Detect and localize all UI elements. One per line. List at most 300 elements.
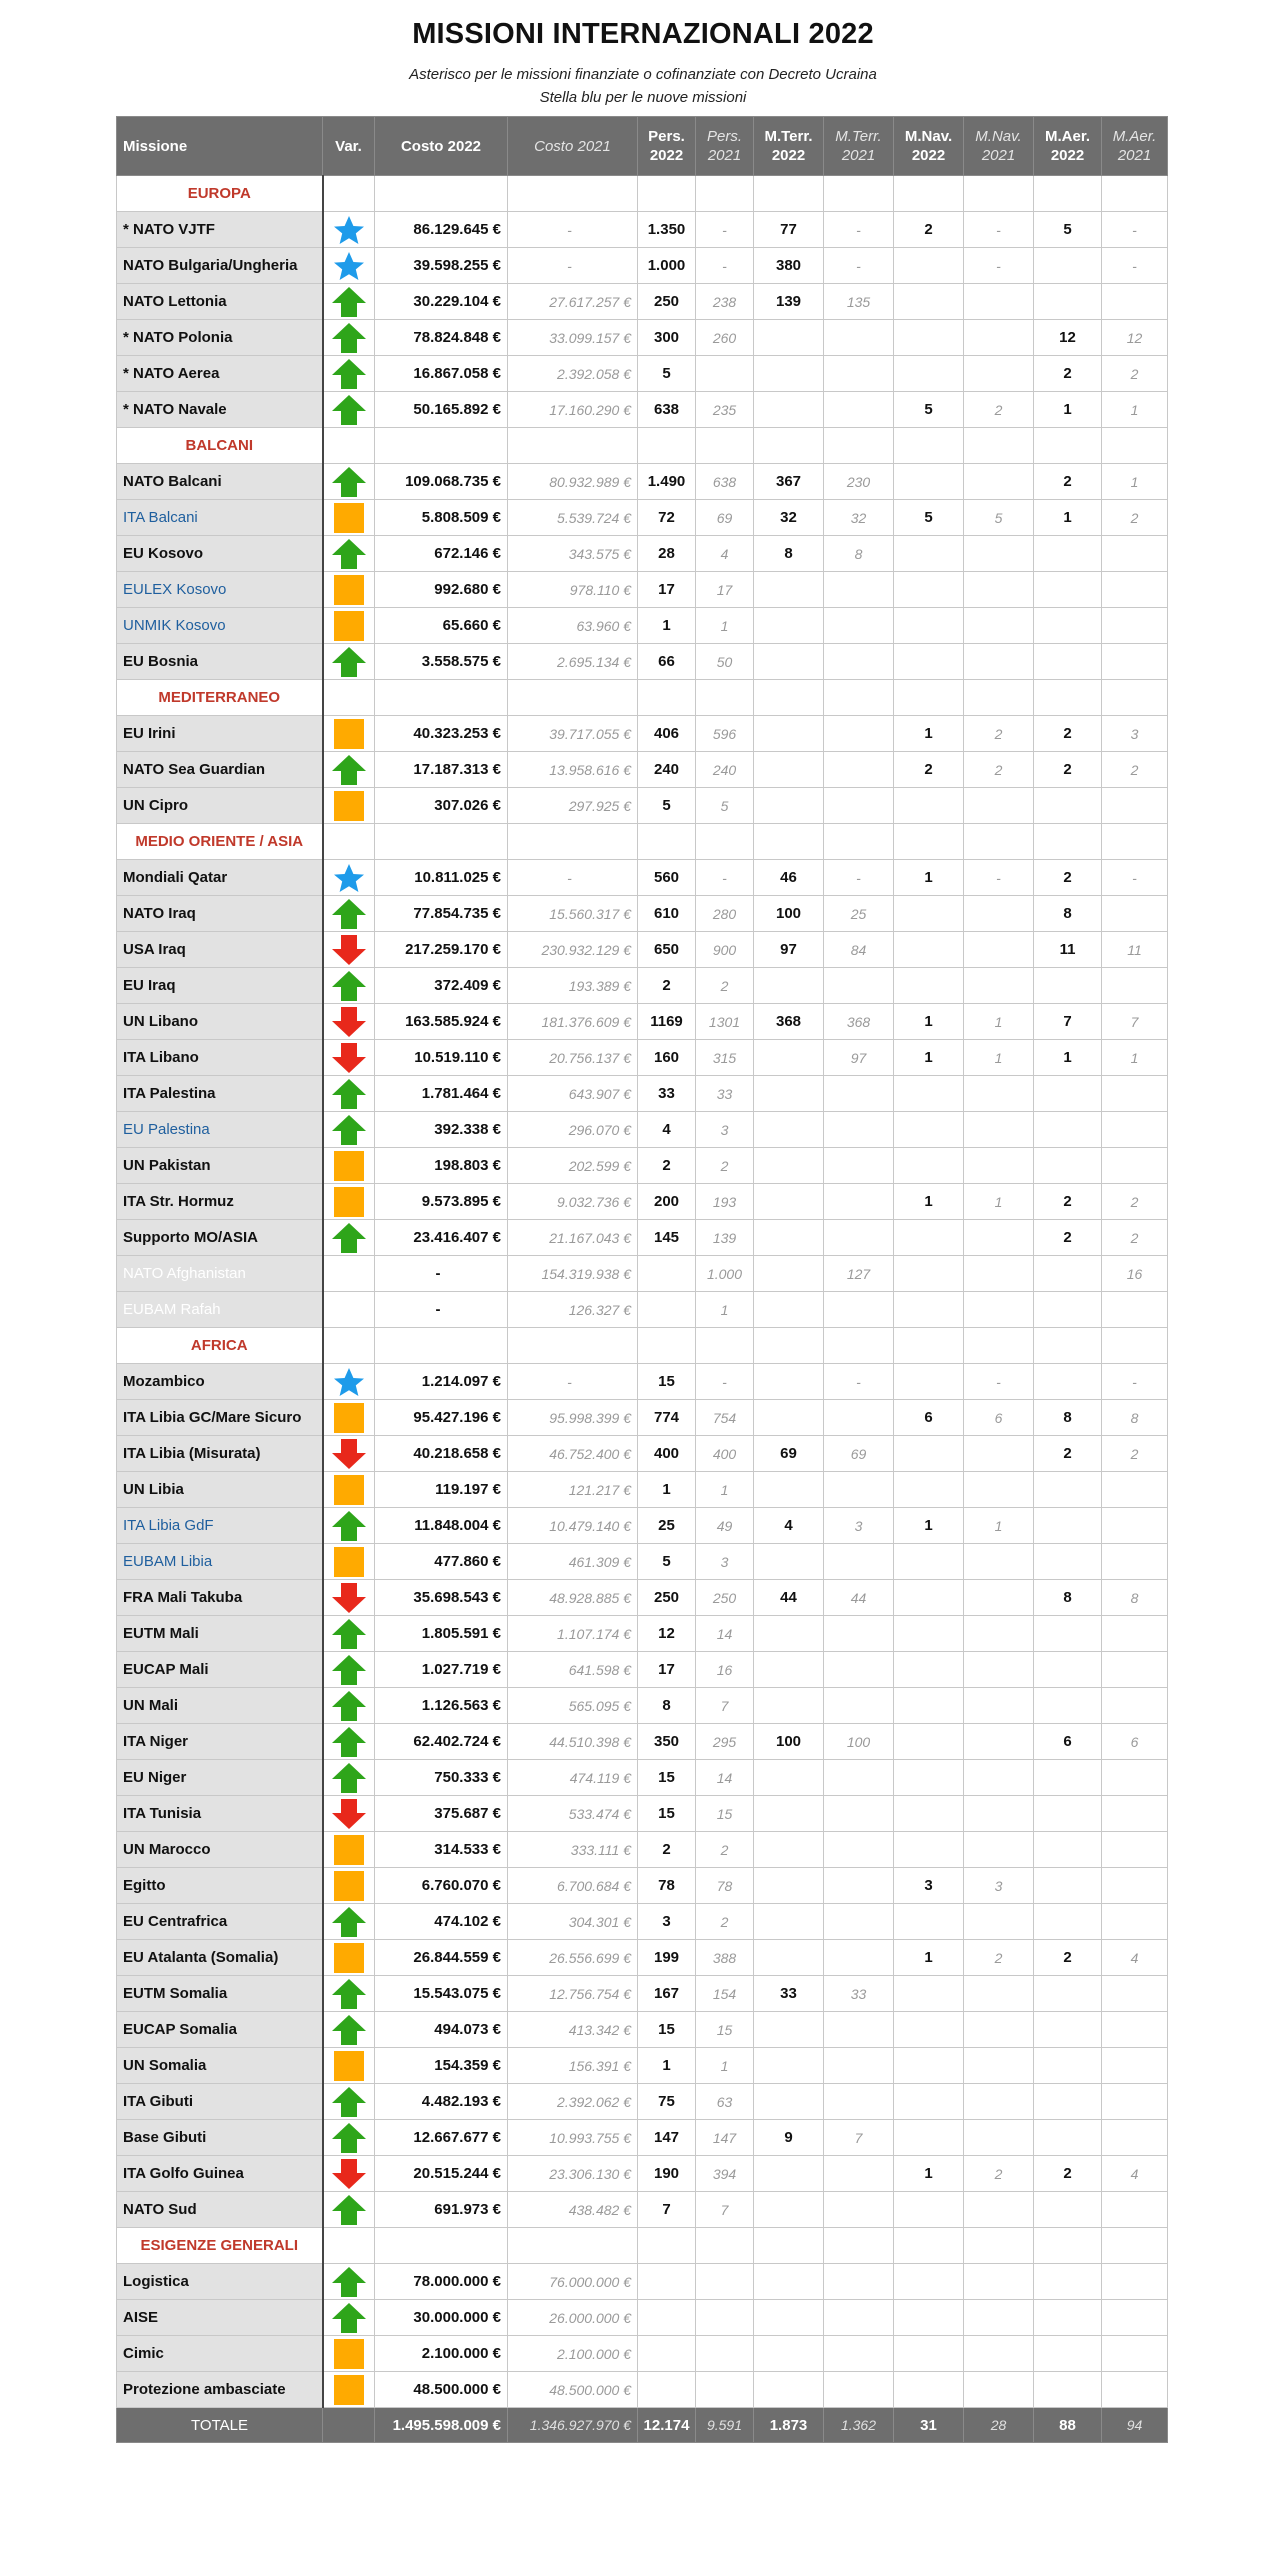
mterr-2022-cell — [754, 2156, 824, 2192]
section-spacer — [964, 680, 1034, 716]
maer-2022-cell — [1034, 2300, 1102, 2336]
square-icon — [331, 1186, 367, 1218]
mterr-2021-cell — [824, 1292, 894, 1328]
mission-name: NATO Bulgaria/Ungheria — [117, 248, 323, 284]
mterr-2021-cell — [824, 644, 894, 680]
cost-2022-cell: 23.416.407 € — [375, 1220, 508, 1256]
cost-2022-cell: 1.126.563 € — [375, 1688, 508, 1724]
pers-2022-cell: 5 — [638, 788, 696, 824]
section-spacer — [754, 1328, 824, 1364]
variation-cell — [323, 500, 375, 536]
mnav-2022-cell — [894, 1760, 964, 1796]
variation-cell — [323, 1148, 375, 1184]
maer-2021-cell: 2 — [1102, 500, 1168, 536]
table-row — [117, 1508, 1168, 1544]
mterr-2022-cell — [754, 2336, 824, 2372]
mission-name: UN Cipro — [117, 788, 323, 824]
mnav-2022-cell — [894, 1220, 964, 1256]
section-spacer — [754, 176, 824, 212]
mterr-2021-cell — [824, 1472, 894, 1508]
variation-cell — [323, 1940, 375, 1976]
maer-2022-cell — [1034, 2084, 1102, 2120]
arrow-up-icon — [331, 970, 367, 1002]
cost-2021-cell: 27.617.257 € — [508, 284, 638, 320]
mnav-2021-cell: - — [964, 860, 1034, 896]
cost-2022-cell: 65.660 € — [375, 608, 508, 644]
variation-cell — [323, 2084, 375, 2120]
cost-2021-cell: 9.032.736 € — [508, 1184, 638, 1220]
variation-cell — [323, 284, 375, 320]
table-row — [117, 860, 1168, 896]
section-spacer — [1102, 1328, 1168, 1364]
maer-2022-cell — [1034, 1652, 1102, 1688]
mterr-2021-cell — [824, 2264, 894, 2300]
pers-2021-cell: 250 — [696, 1580, 754, 1616]
col-header-mnav-2021: M.Nav. 2021 — [964, 117, 1034, 176]
missions-table — [116, 116, 1168, 2443]
table-row — [117, 320, 1168, 356]
variation-cell — [323, 1256, 375, 1292]
mterr-2022-cell: 4 — [754, 1508, 824, 1544]
maer-2022-cell — [1034, 968, 1102, 1004]
mission-name: NATO Lettonia — [117, 284, 323, 320]
variation-cell — [323, 572, 375, 608]
mission-name: * NATO Navale — [117, 392, 323, 428]
table-row — [117, 1076, 1168, 1112]
table-row — [117, 1652, 1168, 1688]
mnav-2022-cell: 1 — [894, 2156, 964, 2192]
mnav-2022-cell — [894, 2048, 964, 2084]
mterr-2021-cell — [824, 2048, 894, 2084]
arrow-up-icon — [331, 2302, 367, 2334]
mterr-2022-cell — [754, 1688, 824, 1724]
pers-2022-cell: 28 — [638, 536, 696, 572]
col-header-maer-2022: M.Aer. 2022 — [1034, 117, 1102, 176]
maer-2022-cell: 2 — [1034, 860, 1102, 896]
mission-name: NATO Iraq — [117, 896, 323, 932]
section-spacer — [696, 2228, 754, 2264]
mterr-2022-cell — [754, 1292, 824, 1328]
mterr-2022-cell — [754, 572, 824, 608]
pers-2021-cell: 17 — [696, 572, 754, 608]
maer-2022-cell: 8 — [1034, 1580, 1102, 1616]
mnav-2022-cell — [894, 1364, 964, 1400]
cost-2021-cell: 26.556.699 € — [508, 1940, 638, 1976]
mnav-2021-cell — [964, 1076, 1034, 1112]
table-row — [117, 932, 1168, 968]
mterr-2022-cell: 32 — [754, 500, 824, 536]
maer-2021-cell: 2 — [1102, 1184, 1168, 1220]
mterr-2021-cell — [824, 716, 894, 752]
mterr-2021-cell: - — [824, 212, 894, 248]
mterr-2021-cell: - — [824, 1364, 894, 1400]
mnav-2021-cell: 1 — [964, 1004, 1034, 1040]
mission-name: NATO Balcani — [117, 464, 323, 500]
maer-2022-cell — [1034, 2336, 1102, 2372]
cost-2022-cell: 119.197 € — [375, 1472, 508, 1508]
mnav-2021-cell: - — [964, 212, 1034, 248]
maer-2022-cell — [1034, 1688, 1102, 1724]
maer-2022-cell: 8 — [1034, 896, 1102, 932]
mission-name: ITA Libia (Misurata) — [117, 1436, 323, 1472]
cost-2021-cell: 44.510.398 € — [508, 1724, 638, 1760]
pers-2022-cell: 72 — [638, 500, 696, 536]
mterr-2022-cell — [754, 1148, 824, 1184]
pers-2022-cell: 78 — [638, 1868, 696, 1904]
pers-2022-cell: 1 — [638, 2048, 696, 2084]
pers-2021-cell: 63 — [696, 2084, 754, 2120]
mnav-2021-cell — [964, 356, 1034, 392]
maer-2021-cell: - — [1102, 860, 1168, 896]
mission-name: UN Mali — [117, 1688, 323, 1724]
pers-2022-cell: 406 — [638, 716, 696, 752]
maer-2022-cell: 7 — [1034, 1004, 1102, 1040]
square-icon — [331, 2338, 367, 2370]
mterr-2021-cell: - — [824, 248, 894, 284]
maer-2021-cell — [1102, 2372, 1168, 2408]
variation-cell — [323, 896, 375, 932]
square-icon — [331, 502, 367, 534]
total-pers-2022: 12.174 — [638, 2408, 696, 2443]
mnav-2022-cell: 1 — [894, 1508, 964, 1544]
mission-name: Protezione ambasciate — [117, 2372, 323, 2408]
maer-2021-cell — [1102, 1832, 1168, 1868]
pers-2021-cell: 50 — [696, 644, 754, 680]
pers-2022-cell: 167 — [638, 1976, 696, 2012]
pers-2022-cell — [638, 2300, 696, 2336]
mterr-2021-cell — [824, 1616, 894, 1652]
col-header-costo-2021: Costo 2021 — [508, 117, 638, 176]
total-var-empty — [323, 2408, 375, 2443]
col-header-costo-2022: Costo 2022 — [375, 117, 508, 176]
mnav-2021-cell — [964, 1976, 1034, 2012]
section-spacer — [1034, 176, 1102, 212]
section-spacer — [1102, 428, 1168, 464]
mterr-2021-cell: 69 — [824, 1436, 894, 1472]
maer-2022-cell — [1034, 248, 1102, 284]
maer-2022-cell — [1034, 1508, 1102, 1544]
mterr-2022-cell: 8 — [754, 536, 824, 572]
mnav-2022-cell — [894, 2264, 964, 2300]
cost-2022-cell: 78.000.000 € — [375, 2264, 508, 2300]
mterr-2021-cell: 8 — [824, 536, 894, 572]
table-row — [117, 608, 1168, 644]
cost-2022-cell: - — [375, 1256, 508, 1292]
maer-2021-cell — [1102, 572, 1168, 608]
table-row — [117, 644, 1168, 680]
pers-2022-cell: 610 — [638, 896, 696, 932]
mission-name: * NATO VJTF — [117, 212, 323, 248]
cost-2022-cell: 1.027.719 € — [375, 1652, 508, 1688]
maer-2022-cell — [1034, 2192, 1102, 2228]
mission-name: UN Libia — [117, 1472, 323, 1508]
cost-2021-cell: 80.932.989 € — [508, 464, 638, 500]
maer-2021-cell: 1 — [1102, 392, 1168, 428]
cost-2022-cell: 691.973 € — [375, 2192, 508, 2228]
mnav-2022-cell — [894, 644, 964, 680]
total-pers-2021: 9.591 — [696, 2408, 754, 2443]
cost-2021-cell: - — [508, 1364, 638, 1400]
pers-2022-cell: 200 — [638, 1184, 696, 1220]
total-maer-2022: 88 — [1034, 2408, 1102, 2443]
table-row — [117, 2264, 1168, 2300]
mterr-2021-cell — [824, 392, 894, 428]
mission-name: UN Pakistan — [117, 1148, 323, 1184]
mterr-2021-cell — [824, 356, 894, 392]
cost-2021-cell: 63.960 € — [508, 608, 638, 644]
mterr-2021-cell: 3 — [824, 1508, 894, 1544]
pers-2021-cell: 1 — [696, 2048, 754, 2084]
table-row — [117, 2048, 1168, 2084]
mnav-2021-cell: 5 — [964, 500, 1034, 536]
maer-2022-cell — [1034, 572, 1102, 608]
cost-2022-cell: 1.781.464 € — [375, 1076, 508, 1112]
pers-2022-cell: 17 — [638, 1652, 696, 1688]
pers-2021-cell: 193 — [696, 1184, 754, 1220]
mterr-2022-cell — [754, 716, 824, 752]
cost-2022-cell: 750.333 € — [375, 1760, 508, 1796]
mterr-2021-cell: - — [824, 860, 894, 896]
mnav-2021-cell — [964, 2048, 1034, 2084]
arrow-up-icon — [331, 1978, 367, 2010]
section-spacer — [894, 428, 964, 464]
table-row — [117, 464, 1168, 500]
maer-2022-cell — [1034, 2012, 1102, 2048]
pers-2022-cell: 560 — [638, 860, 696, 896]
cost-2022-cell: 372.409 € — [375, 968, 508, 1004]
square-icon — [331, 2374, 367, 2406]
mterr-2021-cell — [824, 2300, 894, 2336]
section-label: BALCANI — [117, 428, 323, 464]
mission-name: NATO Sud — [117, 2192, 323, 2228]
pers-2021-cell: 3 — [696, 1544, 754, 1580]
table-row — [117, 1148, 1168, 1184]
table-row — [117, 1292, 1168, 1328]
mterr-2021-cell — [824, 2192, 894, 2228]
variation-cell — [323, 1616, 375, 1652]
cost-2021-cell: 978.110 € — [508, 572, 638, 608]
mterr-2022-cell: 380 — [754, 248, 824, 284]
mnav-2021-cell: 1 — [964, 1184, 1034, 1220]
pers-2022-cell: 199 — [638, 1940, 696, 1976]
cost-2022-cell: 307.026 € — [375, 788, 508, 824]
pers-2022-cell: 250 — [638, 1580, 696, 1616]
mission-name: Mondiali Qatar — [117, 860, 323, 896]
pers-2021-cell: 33 — [696, 1076, 754, 1112]
section-spacer — [1034, 824, 1102, 860]
mnav-2022-cell — [894, 248, 964, 284]
cost-2021-cell: 533.474 € — [508, 1796, 638, 1832]
cost-2021-cell: 2.695.134 € — [508, 644, 638, 680]
arrow-up-icon — [331, 2266, 367, 2298]
maer-2022-cell — [1034, 1796, 1102, 1832]
pers-2021-cell: 7 — [696, 2192, 754, 2228]
cost-2022-cell: 95.427.196 € — [375, 1400, 508, 1436]
maer-2021-cell: 4 — [1102, 2156, 1168, 2192]
cost-2022-cell: 314.533 € — [375, 1832, 508, 1868]
mterr-2022-cell — [754, 1544, 824, 1580]
mnav-2022-cell — [894, 1832, 964, 1868]
total-mterr-2021: 1.362 — [824, 2408, 894, 2443]
mterr-2021-cell: 7 — [824, 2120, 894, 2156]
cost-2021-cell: - — [508, 860, 638, 896]
mnav-2022-cell: 5 — [894, 392, 964, 428]
variation-cell — [323, 2336, 375, 2372]
section-spacer — [696, 1328, 754, 1364]
maer-2021-cell: 2 — [1102, 356, 1168, 392]
mterr-2022-cell — [754, 1652, 824, 1688]
total-mnav-2021: 28 — [964, 2408, 1034, 2443]
table-row — [117, 1868, 1168, 1904]
mterr-2021-cell — [824, 1688, 894, 1724]
mnav-2022-cell — [894, 896, 964, 932]
variation-cell — [323, 536, 375, 572]
variation-cell — [323, 2012, 375, 2048]
maer-2021-cell — [1102, 1868, 1168, 1904]
table-row — [117, 2192, 1168, 2228]
mterr-2021-cell: 25 — [824, 896, 894, 932]
mnav-2022-cell — [894, 2012, 964, 2048]
section-spacer — [894, 176, 964, 212]
mission-name: Base Gibuti — [117, 2120, 323, 2156]
variation-cell — [323, 1868, 375, 1904]
section-spacer — [638, 824, 696, 860]
mnav-2021-cell — [964, 1472, 1034, 1508]
mnav-2021-cell — [964, 1724, 1034, 1760]
section-spacer — [894, 824, 964, 860]
cost-2022-cell: 2.100.000 € — [375, 2336, 508, 2372]
maer-2021-cell: 1 — [1102, 464, 1168, 500]
pers-2021-cell — [696, 356, 754, 392]
star-icon — [331, 1366, 367, 1398]
cost-2022-cell: 17.187.313 € — [375, 752, 508, 788]
cost-2022-cell: 30.000.000 € — [375, 2300, 508, 2336]
maer-2021-cell: - — [1102, 248, 1168, 284]
section-spacer — [375, 176, 508, 212]
mnav-2022-cell — [894, 464, 964, 500]
mnav-2022-cell — [894, 932, 964, 968]
mission-name: Logistica — [117, 2264, 323, 2300]
maer-2021-cell: 1 — [1102, 1040, 1168, 1076]
maer-2021-cell: 12 — [1102, 320, 1168, 356]
pers-2022-cell: 17 — [638, 572, 696, 608]
variation-cell — [323, 1724, 375, 1760]
mission-name: ITA Gibuti — [117, 2084, 323, 2120]
section-spacer — [1034, 2228, 1102, 2264]
section-row — [117, 428, 1168, 464]
variation-cell — [323, 1652, 375, 1688]
pers-2021-cell — [696, 2300, 754, 2336]
subtitle-asterisk-note: Asterisco per le missioni finanziate o cofinanziate con Decreto Ucraina — [409, 66, 877, 83]
variation-cell — [323, 1472, 375, 1508]
mterr-2022-cell: 139 — [754, 284, 824, 320]
table-row — [117, 2336, 1168, 2372]
cost-2022-cell: 1.805.591 € — [375, 1616, 508, 1652]
pers-2021-cell: 49 — [696, 1508, 754, 1544]
pers-2022-cell: 350 — [638, 1724, 696, 1760]
pers-2021-cell: 1 — [696, 1292, 754, 1328]
mterr-2022-cell: 44 — [754, 1580, 824, 1616]
pers-2022-cell: 3 — [638, 1904, 696, 1940]
arrow-up-icon — [331, 2122, 367, 2154]
header-row — [117, 117, 1168, 176]
subtitle-star-note: Stella blu per le nuove missioni — [539, 89, 747, 106]
pers-2021-cell: 154 — [696, 1976, 754, 2012]
mterr-2021-cell — [824, 752, 894, 788]
mission-name: Supporto MO/ASIA — [117, 1220, 323, 1256]
arrow-up-icon — [331, 394, 367, 426]
arrow-down-icon — [331, 1582, 367, 1614]
mnav-2022-cell: 1 — [894, 860, 964, 896]
table-row — [117, 1436, 1168, 1472]
section-spacer — [1034, 1328, 1102, 1364]
mnav-2021-cell — [964, 1832, 1034, 1868]
pers-2022-cell: 774 — [638, 1400, 696, 1436]
maer-2021-cell — [1102, 1688, 1168, 1724]
cost-2022-cell: 217.259.170 € — [375, 932, 508, 968]
arrow-down-icon — [331, 2158, 367, 2190]
maer-2022-cell: 2 — [1034, 464, 1102, 500]
maer-2022-cell — [1034, 1076, 1102, 1112]
variation-cell — [323, 1436, 375, 1472]
pers-2022-cell: 2 — [638, 968, 696, 1004]
mnav-2022-cell — [894, 572, 964, 608]
table-row — [117, 968, 1168, 1004]
mnav-2022-cell — [894, 1256, 964, 1292]
cost-2022-cell: 3.558.575 € — [375, 644, 508, 680]
section-spacer — [964, 428, 1034, 464]
square-icon — [331, 790, 367, 822]
cost-2021-cell: 46.752.400 € — [508, 1436, 638, 1472]
pers-2022-cell: 15 — [638, 1760, 696, 1796]
mnav-2021-cell — [964, 644, 1034, 680]
table-row — [117, 1580, 1168, 1616]
cost-2022-cell: 4.482.193 € — [375, 2084, 508, 2120]
square-icon — [331, 1546, 367, 1578]
mission-name: UN Libano — [117, 1004, 323, 1040]
mterr-2022-cell: 9 — [754, 2120, 824, 2156]
pers-2021-cell: 147 — [696, 2120, 754, 2156]
variation-cell — [323, 1040, 375, 1076]
maer-2021-cell — [1102, 1904, 1168, 1940]
mterr-2021-cell — [824, 1400, 894, 1436]
mterr-2021-cell: 84 — [824, 932, 894, 968]
mterr-2021-cell — [824, 320, 894, 356]
pers-2021-cell: 235 — [696, 392, 754, 428]
table-row — [117, 1364, 1168, 1400]
pers-2021-cell: 69 — [696, 500, 754, 536]
table-row — [117, 284, 1168, 320]
maer-2022-cell — [1034, 1292, 1102, 1328]
cost-2021-cell: 565.095 € — [508, 1688, 638, 1724]
maer-2022-cell: 2 — [1034, 2156, 1102, 2192]
pers-2021-cell: 2 — [696, 1832, 754, 1868]
mnav-2022-cell — [894, 2336, 964, 2372]
mnav-2021-cell — [964, 2372, 1034, 2408]
mterr-2021-cell — [824, 2156, 894, 2192]
mterr-2022-cell — [754, 2084, 824, 2120]
maer-2022-cell — [1034, 1760, 1102, 1796]
pers-2021-cell: 1301 — [696, 1004, 754, 1040]
cost-2022-cell: 1.214.097 € — [375, 1364, 508, 1400]
section-spacer — [964, 1328, 1034, 1364]
variation-cell — [323, 2120, 375, 2156]
cost-2022-cell: 9.573.895 € — [375, 1184, 508, 1220]
mterr-2021-cell: 127 — [824, 1256, 894, 1292]
pers-2021-cell: 2 — [696, 1904, 754, 1940]
mission-name: EU Palestina — [117, 1112, 323, 1148]
mnav-2022-cell: 1 — [894, 1040, 964, 1076]
